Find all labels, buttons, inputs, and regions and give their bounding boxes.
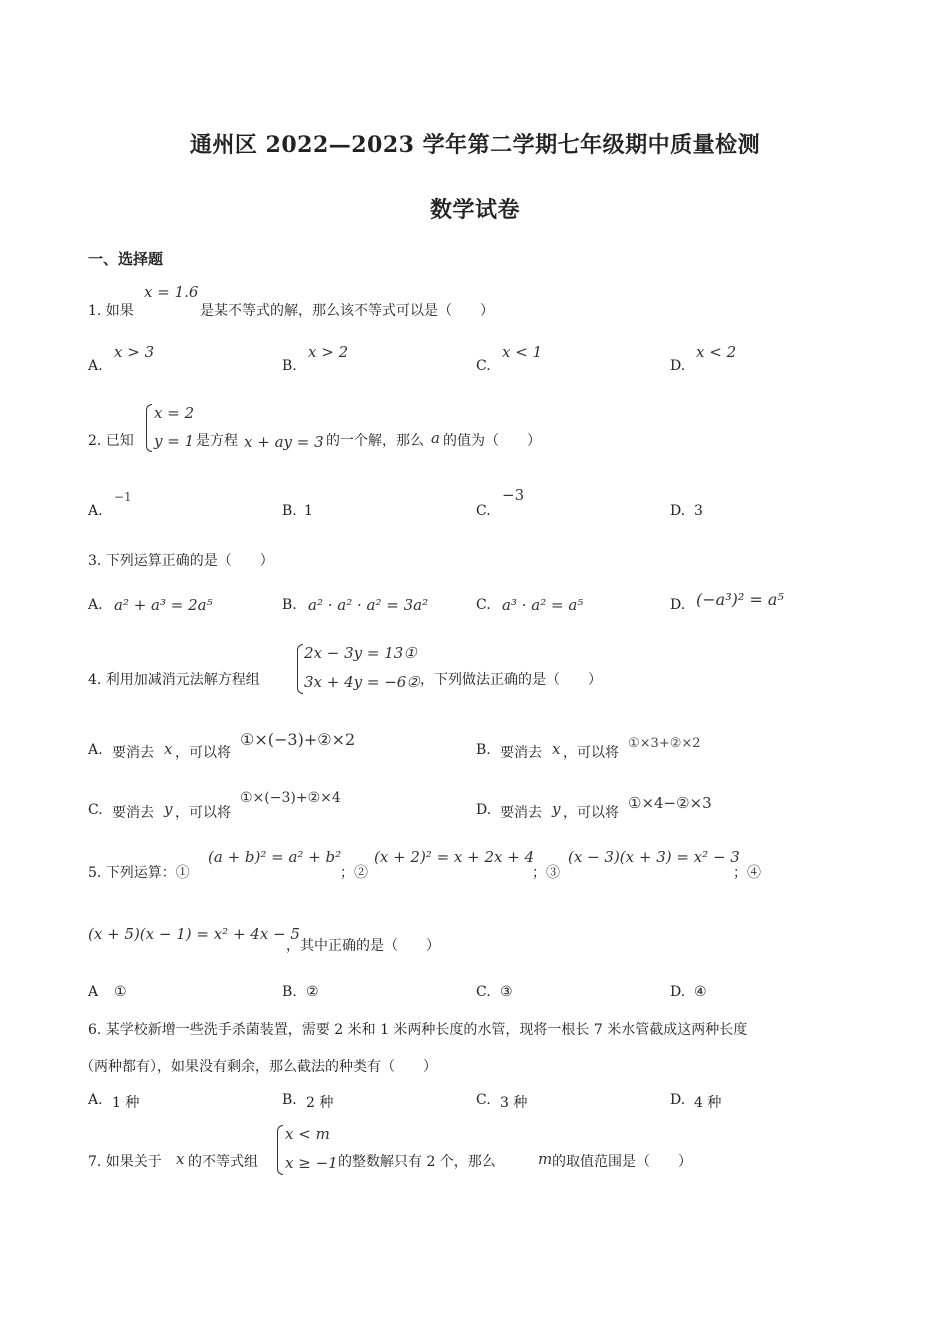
system-equation: 3x + 4y = −6② bbox=[304, 673, 420, 691]
system-brace bbox=[277, 1125, 283, 1175]
option-math: x < 2 bbox=[696, 343, 737, 361]
question-text: 是某不等式的解，那么该不等式可以是（ ） bbox=[200, 303, 494, 319]
system-equation: 2x − 3y = 13① bbox=[304, 644, 417, 662]
option-value: 1 种 bbox=[112, 1095, 140, 1111]
option-label: D. bbox=[670, 1092, 686, 1108]
option-math: (−a³)² = a⁵ bbox=[696, 590, 784, 609]
option-label: D. bbox=[670, 597, 686, 613]
option-text: 要消去 bbox=[112, 805, 154, 821]
option-label: D. bbox=[670, 984, 686, 1000]
math-expression: (x + 5)(x − 1) = x² + 4x − 5 bbox=[88, 925, 300, 943]
question-text: 是方程 bbox=[196, 433, 238, 449]
question-text: 的不等式组 bbox=[188, 1154, 258, 1170]
system-brace bbox=[146, 404, 152, 452]
option-text: 要消去 bbox=[500, 745, 542, 761]
option-text: 要消去 bbox=[112, 745, 154, 761]
system-inequality: x ≥ −1 bbox=[285, 1154, 338, 1172]
option-value: 3 bbox=[694, 503, 703, 519]
option-math: ①×(−3)+②×2 bbox=[240, 730, 356, 749]
option-value: 2 种 bbox=[306, 1095, 334, 1111]
question-text: 的取值范围是（ ） bbox=[552, 1154, 692, 1170]
question-text: 的整数解只有 2 个，那么 bbox=[338, 1154, 496, 1170]
option-label: A. bbox=[88, 358, 103, 374]
system-equation: y = 1 bbox=[154, 432, 195, 450]
question-text: 6. 某学校新增一些洗手杀菌装置，需要 2 米和 1 米两种长度的水管，现将一根长 7 米水管截成这两种长度 bbox=[88, 1022, 748, 1038]
option-math: ①×4−②×3 bbox=[628, 794, 712, 812]
option-value: ② bbox=[306, 984, 319, 1000]
option-label: B. bbox=[476, 742, 491, 758]
option-value: ④ bbox=[694, 984, 707, 1000]
option-label: C. bbox=[476, 1092, 491, 1108]
option-label: A. bbox=[88, 503, 103, 519]
option-math: ①×3+②×2 bbox=[628, 736, 701, 751]
option-math: x < 1 bbox=[502, 343, 543, 361]
math-expression: x + ay = 3 bbox=[244, 433, 324, 451]
option-value: 3 种 bbox=[500, 1095, 528, 1111]
question-text: 5. 下列运算：① bbox=[88, 865, 190, 881]
exam-subtitle: 数学试卷 bbox=[429, 197, 520, 223]
option-label: A. bbox=[88, 742, 103, 758]
option-math: x > 2 bbox=[308, 343, 349, 361]
option-label: B. bbox=[282, 1092, 297, 1108]
option-label: A. bbox=[88, 597, 103, 613]
option-variable: x bbox=[164, 740, 173, 758]
question-text: ；③ bbox=[532, 865, 560, 881]
question-text: 的值为（ ） bbox=[443, 433, 541, 449]
question-text: 2. 已知 bbox=[88, 433, 134, 449]
question-text: （两种都有），如果没有剩余，那么截法的种类有（ ） bbox=[80, 1059, 437, 1075]
math-variable: a bbox=[431, 429, 440, 447]
option-label: C. bbox=[476, 358, 491, 374]
math-expression: (x + 2)² = x + 2x + 4 bbox=[374, 848, 535, 866]
option-label: C. bbox=[476, 597, 491, 613]
option-value: 1 bbox=[304, 503, 313, 519]
question-text: ，其中正确的是（ ） bbox=[286, 938, 440, 954]
option-label: B. bbox=[282, 984, 297, 1000]
option-value: ① bbox=[114, 984, 127, 1000]
option-label: D. bbox=[670, 503, 686, 519]
option-value: ③ bbox=[500, 984, 513, 1000]
question-text: ；② bbox=[340, 865, 368, 881]
system-inequality: x < m bbox=[285, 1125, 330, 1143]
math-expression: (a + b)² = a² + b² bbox=[208, 848, 342, 866]
option-text: ，可以将 bbox=[563, 805, 619, 821]
math-variable: x bbox=[176, 1150, 185, 1168]
option-label: B. bbox=[282, 503, 297, 519]
option-text: ，可以将 bbox=[563, 745, 619, 761]
exam-title: 通州区 2022—2023 学年第二学期七年级期中质量检测 bbox=[189, 132, 761, 158]
math-variable: m bbox=[538, 1150, 553, 1168]
option-label: C. bbox=[476, 984, 491, 1000]
option-math: −1 bbox=[114, 490, 132, 504]
option-math: a² + a³ = 2a⁵ bbox=[114, 596, 213, 614]
question-text: ；④ bbox=[733, 865, 761, 881]
question-text: 7. 如果关于 bbox=[88, 1154, 162, 1170]
question-text: 3. 下列运算正确的是（ ） bbox=[88, 553, 274, 569]
option-math: a² · a² · a² = 3a² bbox=[308, 596, 429, 614]
option-math: x > 3 bbox=[114, 343, 155, 361]
system-equation: x = 2 bbox=[154, 404, 195, 422]
option-value: 4 种 bbox=[694, 1095, 722, 1111]
option-text: 要消去 bbox=[500, 805, 542, 821]
option-math: a³ · a² = a⁵ bbox=[502, 596, 584, 614]
option-label: C. bbox=[88, 802, 103, 818]
option-math: ①×(−3)+②×4 bbox=[240, 790, 341, 806]
math-expression: x = 1.6 bbox=[144, 283, 199, 301]
question-text: 1. 如果 bbox=[88, 303, 134, 319]
option-math: −3 bbox=[502, 486, 525, 504]
option-text: ，可以将 bbox=[175, 745, 231, 761]
option-variable: y bbox=[552, 800, 561, 818]
math-expression: (x − 3)(x + 3) = x² − 3 bbox=[568, 848, 740, 866]
system-brace bbox=[297, 644, 303, 694]
option-label: C. bbox=[476, 503, 491, 519]
question-text: 4. 利用加减消元法解方程组 bbox=[88, 672, 260, 688]
option-variable: y bbox=[164, 800, 173, 818]
option-label: A bbox=[88, 984, 99, 1000]
option-label: B. bbox=[282, 597, 297, 613]
option-text: ，可以将 bbox=[175, 805, 231, 821]
question-text: ，下列做法正确的是（ ） bbox=[420, 672, 602, 688]
option-variable: x bbox=[552, 740, 561, 758]
option-label: B. bbox=[282, 358, 297, 374]
option-label: D. bbox=[670, 358, 686, 374]
option-label: A. bbox=[88, 1092, 103, 1108]
option-label: D. bbox=[476, 802, 492, 818]
section-heading: 一、选择题 bbox=[88, 250, 164, 268]
question-text: 的一个解，那么 bbox=[326, 433, 424, 449]
